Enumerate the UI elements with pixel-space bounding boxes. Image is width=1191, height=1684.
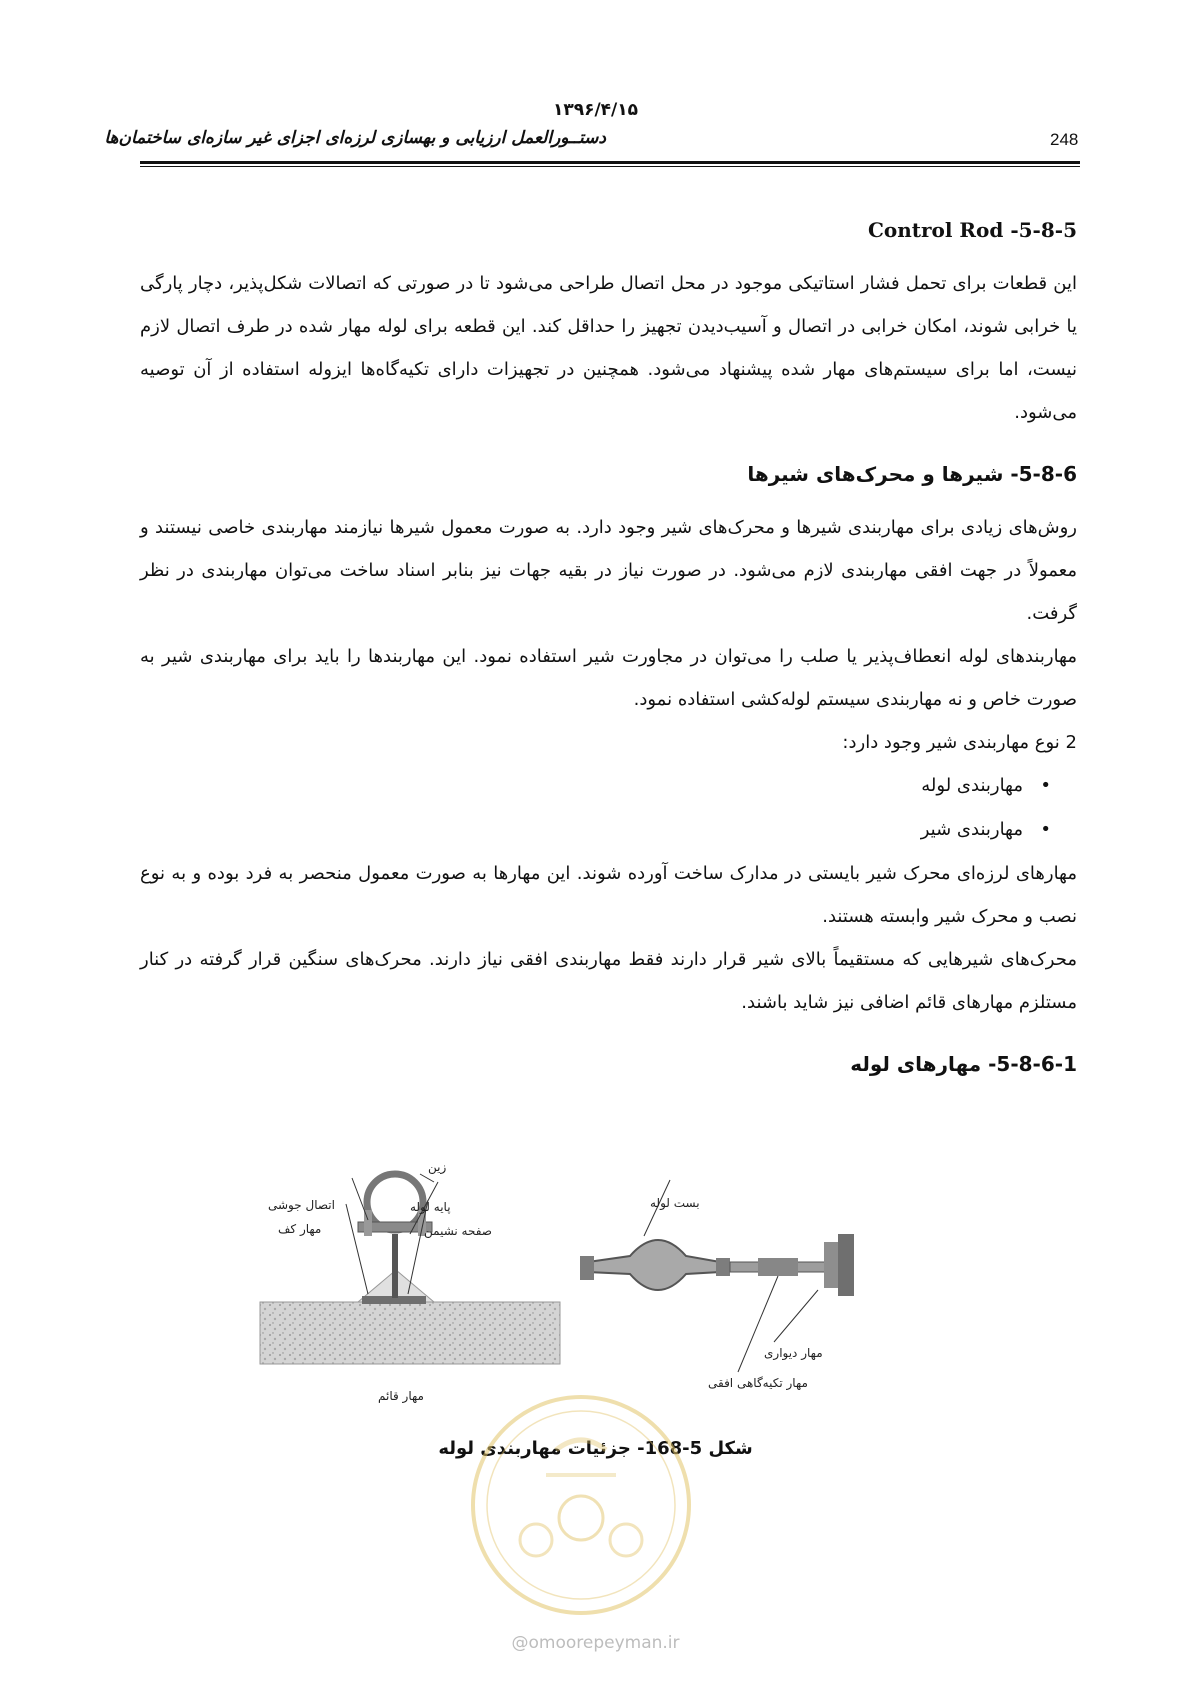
list-item — [140, 808, 1051, 852]
header-date: ۱۳۹۶/۴/۱۵ — [552, 100, 639, 120]
figure-label-vertical-anchor: مهار قائم — [378, 1389, 424, 1403]
page-number: 248 — [1050, 130, 1079, 149]
paragraph-valves-1: روش‌های زیادی برای مهاربندی شیرها و محرک‌های شیر وجود دارد. به صورت معمول شیرها نیازمند مهاربندی خاصی نیستند و معمولاً در جهت افقی مهاربندی لازم می‌شود. در صورت نیاز در بقیه جهات نیز بنابر اسناد ساخت می‌توان مهاربندی در نظر گرفت. — [140, 517, 1077, 624]
section-heading-control-rod: Control Rod -5-8-5 — [867, 218, 1077, 242]
list-item-text: مهاربندی شیر — [920, 819, 1023, 840]
section-heading-valves: 5-8-6- شیرها و محرک‌های شیرها — [747, 462, 1077, 486]
figure-label-pipe-stand: پایه لوله — [410, 1200, 451, 1214]
at-icon: @ — [511, 1633, 529, 1653]
header-title: دستــورالعمل ارزیابی و بهسازی لرزه‌ای اجزای غیر سازه‌ای ساختمان‌ها — [104, 128, 606, 148]
list-item — [140, 764, 1051, 808]
paragraph-control-rod: این قطعات برای تحمل فشار استاتیکی موجود در محل اتصال طراحی می‌شود تا در صورتی که اتصالات شکل‌پذیر، دچار پارگی یا خرابی شوند، امکان خرابی در اتصال و آسیب‌دیدن تجهیز را حداقل کند. این قطعه برای لوله مهار شده در طرف اتصال لازم نیست، اما برای سیستم‌های مهار شده پیشنهاد می‌شود. همچنین در تجهیزات دارای تکیه‌گاه‌ها ایزوله استفاده از آن توصیه می‌شود. — [140, 273, 1077, 423]
figure-label-wall-anchor: مهار دیواری — [764, 1346, 823, 1360]
watermark-url — [0, 1633, 1191, 1653]
figure-caption: شکل 5-168- جزئیات مهاربندی لوله — [438, 1438, 753, 1459]
paragraph-valves-5: محرک‌های شیرهایی که مستقیماً بالای شیر قرار دارند فقط مهاربندی افقی نیاز دارند. محرک‌های سنگین قرار گرفته در کنار مستلزم مهارهای قائم اضافی نیز شاید باشند. — [140, 949, 1077, 1013]
bullet-list — [140, 764, 1077, 852]
header-rule — [140, 161, 1080, 164]
body-content — [140, 210, 1077, 1096]
bullet-icon: • — [1040, 819, 1051, 840]
bullet-icon: • — [1040, 775, 1051, 796]
paragraph-valves-4: مهارهای لرزه‌ای محرک شیر بایستی در مدارک ساخت آورده شوند. این مهارها به صورت معمول منحصر به فرد بوده و به نوع نصب و محرک شیر وابسته هستند. — [140, 863, 1077, 927]
figure-label-seat-plate: صفحه نشیمن — [424, 1224, 492, 1238]
figure-label-saddle: زین — [428, 1160, 447, 1174]
horizontal-brace-drawing — [580, 1234, 854, 1296]
publisher-seal-watermark — [466, 1390, 696, 1620]
figure-label-floor-anchor: مهار کف — [278, 1222, 322, 1236]
figure-label-horizontal-support: مهار تکیه‌گاهی افقی — [708, 1376, 808, 1390]
list-item-text: مهاربندی لوله — [921, 775, 1023, 796]
watermark-url-text: omoorepeyman.ir — [528, 1633, 680, 1653]
figure-label-pipe-clamp: بست لوله — [650, 1196, 700, 1210]
paragraph-valves-3: 2 نوع مهاربندی شیر وجود دارد: — [842, 732, 1077, 753]
header-rule-thin — [140, 166, 1080, 167]
paragraph-valves-2: مهاربندهای لوله انعطاف‌پذیر یا صلب را می‌توان در مجاورت شیر استفاده نمود. این مهاربندها را باید برای مهاربندی شیر به صورت خاص و نه مهاربندی سیستم لوله‌کشی استفاده نمود. — [140, 646, 1077, 710]
figure-label-weld: اتصال جوشی — [268, 1198, 335, 1212]
section-heading-pipe-anchors: 5-8-6-1- مهارهای لوله — [850, 1052, 1077, 1076]
